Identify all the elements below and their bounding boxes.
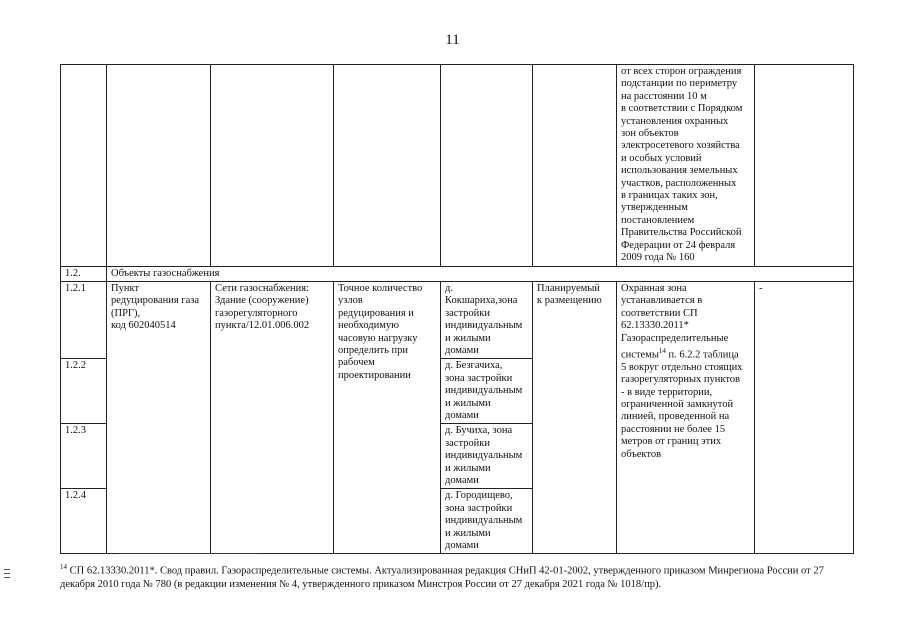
object-characteristics-line: проектировании (338, 369, 411, 381)
zone-requirements-line: Федерации от 24 февраля (621, 239, 736, 251)
location-line: и жилыми (445, 462, 491, 474)
location-line: зона застройки (445, 502, 513, 514)
object-characteristics-line: рабочем (338, 357, 375, 369)
object-characteristics-line: редуцирования и (338, 307, 414, 319)
object-name-line: (ПРГ), (111, 307, 141, 319)
zone-requirements-line: в границах таких зон, (621, 190, 718, 202)
location-line: и жилыми (445, 527, 491, 539)
location-line: застройки (445, 437, 491, 449)
zone-line: соответствии СП (621, 307, 698, 319)
location-line: индивидуальным (445, 450, 523, 462)
location-line: д. (445, 282, 453, 294)
status-line: Планируемый (537, 282, 600, 294)
location-line: Кокшариха,зона (445, 295, 518, 307)
zone-line: устанавливается в (621, 295, 703, 307)
margin-mark (4, 569, 10, 570)
zone-requirements-line: в соответствии с Порядком (621, 103, 743, 115)
location-line: зона застройки (445, 372, 513, 384)
zone-requirements-line: участков, расположенных (621, 177, 737, 189)
zone-line: - в виде территории, (621, 386, 713, 398)
object-name-line: код 602040514 (111, 320, 176, 332)
status-line: к размещению (537, 295, 602, 307)
object-name-line: редуцирования газа (111, 295, 200, 307)
table-row (61, 281, 854, 358)
section-header-row (61, 266, 854, 281)
location-line: индивидуальным (445, 515, 523, 527)
zone-line: Охранная зона (621, 282, 687, 294)
location-line: и жилыми (445, 332, 491, 344)
empty-cell (755, 65, 854, 267)
zone-requirements-line: утвержденным (621, 202, 688, 214)
zone-line: газорегуляторных пунктов (621, 374, 740, 386)
object-characteristics-line: необходимую (338, 320, 399, 332)
empty-cell (211, 65, 334, 267)
zone-line: линией, проведенной на (621, 411, 730, 423)
zone-requirements-line: электросетевого хозяйства (621, 140, 740, 152)
zone-line: расстоянии не более 15 (621, 423, 726, 435)
footnote-ref: 14 (658, 346, 666, 355)
empty-cell (334, 65, 441, 267)
location-line: индивидуальным (445, 320, 523, 332)
zone-requirements-cell (617, 65, 755, 267)
zone-requirements-line: 2009 года № 160 (621, 252, 695, 264)
page-number: 11 (445, 32, 460, 48)
row-number: 1.2.1 (61, 281, 107, 358)
margin-mark (4, 577, 10, 578)
location-line: застройки (445, 307, 491, 319)
location-cell (441, 424, 533, 489)
status-cell (533, 281, 617, 554)
zone-requirements-line: от всех сторон ограждения (621, 66, 742, 77)
footnote-divider (118, 553, 260, 554)
planning-table (60, 64, 854, 554)
footnote-ref: 14 (60, 563, 67, 571)
zone-requirements-line: подстанции по периметру (621, 78, 738, 90)
location-line: д. Безгачиха, (445, 360, 503, 372)
row-number: 1.2.3 (61, 424, 107, 489)
location-line: и жилыми (445, 397, 491, 409)
zone-requirements-line: постановлением (621, 214, 695, 226)
location-line: домами (445, 540, 479, 552)
continuation-row (61, 65, 854, 267)
object-characteristics-cell (334, 281, 441, 554)
zone-cell (617, 281, 755, 554)
object-characteristics-line: определить при (338, 344, 408, 356)
location-line: индивидуальным (445, 385, 523, 397)
margin-mark (4, 573, 10, 574)
object-purpose-line: Сети газоснабжения: (215, 282, 309, 294)
object-characteristics-line: Точное количество (338, 282, 423, 294)
zone-requirements-line: на расстоянии 10 м (621, 90, 707, 102)
zone-line: 62.13330.2011* (621, 320, 689, 332)
object-name-cell (107, 281, 211, 554)
location-line: д. Бучиха, зона (445, 425, 513, 437)
object-characteristics-line: часовую нагрузку (338, 332, 418, 344)
zone-requirements-line: установления охранных (621, 115, 729, 127)
location-cell (441, 489, 533, 554)
zone-line: ограниченной замкнутой (621, 399, 734, 411)
location-line: домами (445, 409, 479, 421)
object-purpose-cell (211, 281, 334, 554)
location-cell (441, 359, 533, 424)
row-number: 1.2.4 (61, 489, 107, 554)
object-name-line: Пункт (111, 282, 140, 294)
zone-requirements-line: Правительства Российской (621, 227, 742, 239)
zone-line: Газораспределительные (621, 332, 729, 344)
location-cell (441, 281, 533, 358)
zone-line: метров от границ этих (621, 436, 722, 448)
zone-requirements-line: и особых условий (621, 152, 702, 164)
object-characteristics-line: узлов (338, 295, 363, 307)
location-line: домами (445, 344, 479, 356)
last-column-cell: - (755, 281, 854, 554)
empty-cell (61, 65, 107, 267)
object-purpose-line: Здание (сооружение) (215, 295, 309, 307)
section-title: Объекты газоснабжения (107, 266, 854, 281)
zone-line: 5 вокруг отдельно стоящих (621, 361, 743, 373)
zone-requirements-line: использования земельных (621, 165, 738, 177)
footnote-text: СП 62.13330.2011*. Свод правил. Газораспределительные системы. Актуализированная редакция СНиП 42-01-2002, утвержденного приказом Минрегиона России от 27 декабря 2010 года № 780 (в редакции изменения № 4, утвержденного приказом Минстроя России от 27 декабря 2021 года № 1018/пр). (60, 565, 824, 590)
empty-cell (107, 65, 211, 267)
empty-cell (533, 65, 617, 267)
object-purpose-line: пункта/12.01.006.002 (215, 320, 310, 332)
section-number: 1.2. (61, 266, 107, 281)
location-line: д. Городищево, (445, 490, 513, 502)
footnote (60, 561, 853, 591)
object-purpose-line: газорегуляторного (215, 307, 298, 319)
zone-line: объектов (621, 448, 662, 460)
row-number: 1.2.2 (61, 359, 107, 424)
zone-requirements-line: зон объектов (621, 128, 679, 140)
empty-cell (441, 65, 533, 267)
location-line: домами (445, 475, 479, 486)
zone-line: системы$^{14}$ п. 6.2.2 таблица (621, 346, 739, 361)
